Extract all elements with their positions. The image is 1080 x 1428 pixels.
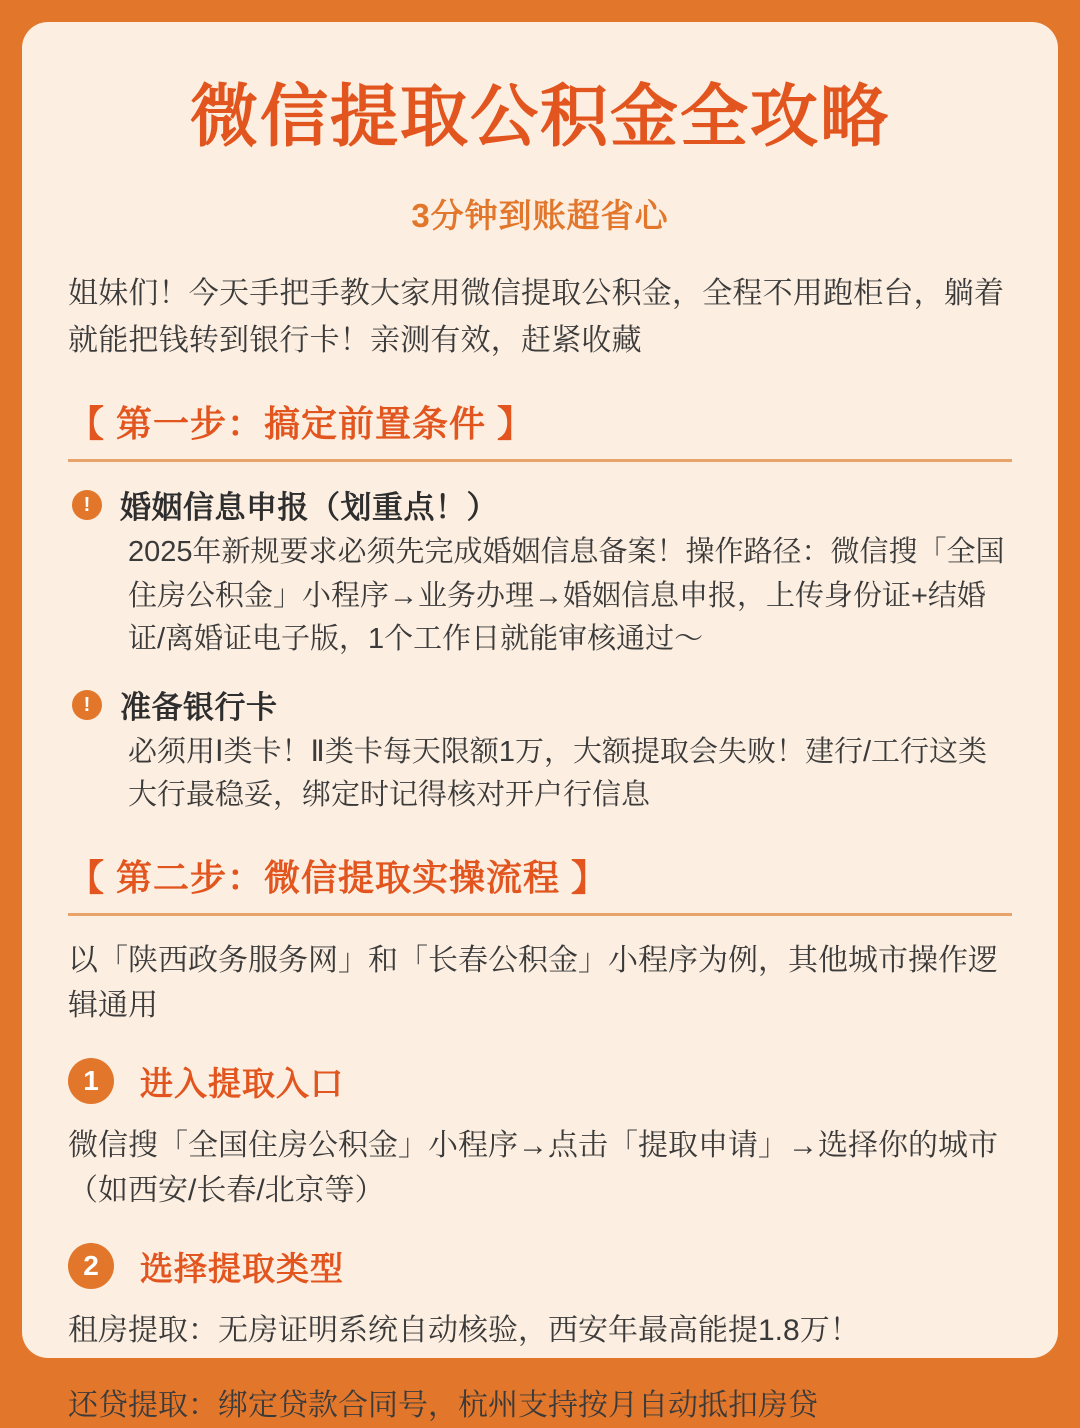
step-number-icon: 1 bbox=[68, 1058, 114, 1104]
page-title: 微信提取公积金全攻略 bbox=[189, 79, 890, 155]
exclamation-icon: ! bbox=[72, 490, 102, 520]
numbered-step-1 bbox=[68, 1058, 1012, 1105]
bullet-body: 必须用Ⅰ类卡！Ⅱ类卡每天限额1万，大额提取会失败！建行/工行这类大行最稳妥，绑定时记得核对开户行信息 bbox=[128, 735, 988, 812]
bullet-title: 婚姻信息申报（划重点！） bbox=[120, 490, 498, 526]
section-divider-2 bbox=[68, 913, 1012, 916]
content-card bbox=[22, 22, 1058, 1422]
section-lead-paragraph: 以「陕西政务服务网」和「长春公积金」小程序为例，其他城市操作逻辑通用 bbox=[68, 943, 998, 1022]
section-divider-1 bbox=[68, 459, 1012, 462]
list-item bbox=[68, 682, 1012, 818]
section-heading-2: 【 第二步：微信提取实操流程 】 bbox=[68, 856, 609, 898]
bullet-body: 2025年新规要求必须先完成婚姻信息备案！操作路径：微信搜「全国住房公积金」小程序→业务办理→婚姻信息申报，上传身份证+结婚证/离婚证电子版，1个工作日就能审核通过～ bbox=[128, 536, 1005, 656]
step-paragraph: 租房提取：无房证明系统自动核验，西安年最高能提1.8万！ bbox=[68, 1313, 860, 1347]
step-number-icon: 2 bbox=[68, 1243, 114, 1289]
numbered-step-2 bbox=[68, 1243, 1012, 1290]
page-subtitle: 3分钟到账超省心 bbox=[411, 197, 669, 235]
list-item bbox=[68, 482, 1012, 662]
section-heading-1: 【 第一步：搞定前置条件 】 bbox=[68, 403, 535, 445]
step-paragraph: 微信搜「全国住房公积金」小程序→点击「提取申请」→选择你的城市（如西安/长春/北京等） bbox=[68, 1128, 998, 1207]
step-paragraph: 还贷提取：绑定贷款合同号，杭州支持按月自动抵扣房贷 bbox=[68, 1388, 818, 1422]
step-label: 进入提取入口 bbox=[140, 1064, 344, 1102]
step-label: 选择提取类型 bbox=[140, 1249, 344, 1287]
exclamation-icon: ! bbox=[72, 690, 102, 720]
bullet-title: 准备银行卡 bbox=[120, 689, 278, 725]
intro-paragraph: 姐妹们！今天手把手教大家用微信提取公积金，全程不用跑柜台，躺着就能把钱转到银行卡！亲测有效，赶紧收藏 bbox=[68, 277, 1005, 357]
